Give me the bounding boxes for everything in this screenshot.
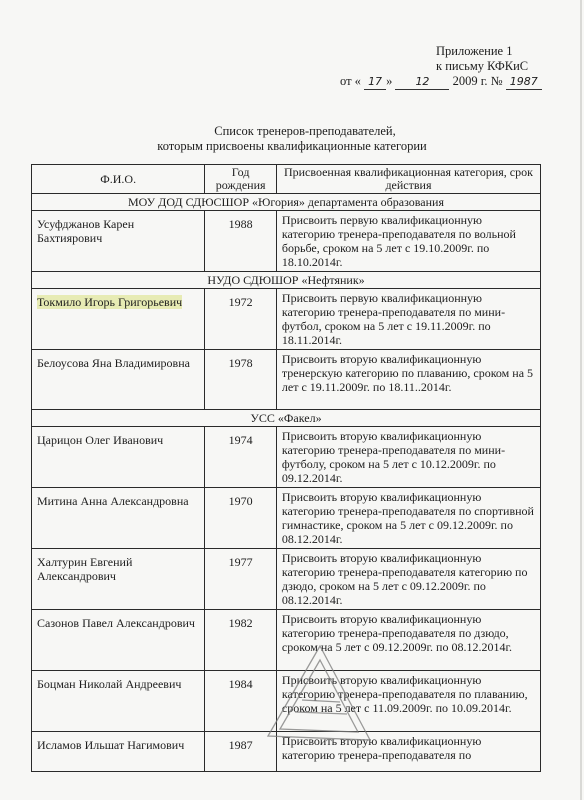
trainer-name: Токмило Игорь Григорьевич: [32, 289, 205, 350]
group-row: НУДО СДЮШОР «Нефтяник»: [32, 272, 541, 289]
category-text: Присвоить вторую квалификационную категорию тренера-преподавателя по: [276, 732, 540, 772]
trainer-name: Митина Анна Александровна: [32, 488, 205, 549]
table-row: [32, 211, 541, 272]
birth-year: 1972: [205, 289, 277, 350]
table-row: [32, 427, 541, 488]
column-header-name: Ф.И.О.: [32, 165, 205, 194]
handwritten-day: 17: [364, 74, 386, 90]
category-text: Присвоить вторую квалификационную категорию тренера-преподавателя по мини-футболу, сроком на 5 лет с 10.12.2009г. по 09.12.2014г.: [276, 427, 540, 488]
category-text: Присвоить вторую квалификационную категорию тренера-преподавателя по плаванию, сроком на 5 лет с 11.09.2009г. по 10.09.2014г.: [276, 671, 540, 732]
birth-year: 1978: [205, 350, 277, 410]
letter-reference: к письму КФКиС: [436, 59, 529, 73]
birth-year: 1970: [205, 488, 277, 549]
handwritten-month: 12: [395, 74, 449, 90]
category-text: Присвоить вторую квалификационную тренерскую категорию по плаванию, сроком на 5 лет с 19.11.2009г. по 18.11..2014г.: [276, 350, 540, 410]
category-text: Присвоить вторую квалификационную категорию тренера-преподавателя по спортивной гимнастике, сроком на 5 лет с 09.12.2009г. по 08.12.2014г.: [276, 488, 540, 549]
birth-year: 1987: [205, 732, 277, 772]
table-header-row: [32, 165, 541, 194]
birth-year: 1977: [205, 549, 277, 610]
triangular-stamp: [262, 640, 374, 752]
trainer-name: Исламов Ильшат Нагимович: [32, 732, 205, 772]
trainer-name: Халтурин Евгений Александрович: [32, 549, 205, 610]
page-edge: [580, 0, 582, 800]
group-row: УСС «Факел»: [32, 410, 541, 427]
category-text: Присвоить первую квалификационную категорию тренера-преподавателя по вольной борьбе, сроком на 5 лет с 19.10.2009г. по 18.10.2014г.: [276, 211, 540, 272]
handwritten-number: 1987: [506, 74, 542, 90]
category-text: Присвоить первую квалификационную категорию тренера-преподавателя по мини-футбол, сроком на 5 лет с 19.11.2009г. по 18.11.2014г.: [276, 289, 540, 350]
birth-year: 1982: [205, 610, 277, 671]
column-header-year: Год рождения: [205, 165, 277, 194]
annex-label: Приложение 1: [436, 44, 513, 58]
annex-block: [340, 44, 542, 90]
category-text: Присвоить вторую квалификационную категорию тренера-преподавателя категорию по дзюдо, сроком на 5 лет с 09.12.2009г. по 08.12.2014г.: [276, 549, 540, 610]
table-row: [32, 549, 541, 610]
table-row: [32, 350, 541, 410]
date-line: от « 17 » 12 2009 г. № 1987: [340, 74, 542, 90]
trainer-name: Сазонов Павел Александрович: [32, 610, 205, 671]
group-row: МОУ ДОД СДЮСШОР «Югория» департамента образования: [32, 194, 541, 211]
table-row: [32, 289, 541, 350]
trainer-name: Усуфджанов Карен Бахтиярович: [32, 211, 205, 272]
document-title: Список тренеров-преподавателей, которым присвоены квалификационные категории: [157, 124, 427, 153]
column-header-category: Присвоенная квалификационная категория, срок действия: [276, 165, 540, 194]
birth-year: 1984: [205, 671, 277, 732]
birth-year: 1974: [205, 427, 277, 488]
trainer-name: Боцман Николай Андреевич: [32, 671, 205, 732]
trainer-name: Белоусова Яна Владимировна: [32, 350, 205, 410]
category-text: Присвоить вторую квалификационную категорию тренера-преподавателя по дзюдо, сроком на 5 лет с 09.12.2009г. по 08.12.2014г.: [276, 610, 540, 671]
trainer-name: Царицон Олег Иванович: [32, 427, 205, 488]
table-row: [32, 488, 541, 549]
birth-year: 1988: [205, 211, 277, 272]
